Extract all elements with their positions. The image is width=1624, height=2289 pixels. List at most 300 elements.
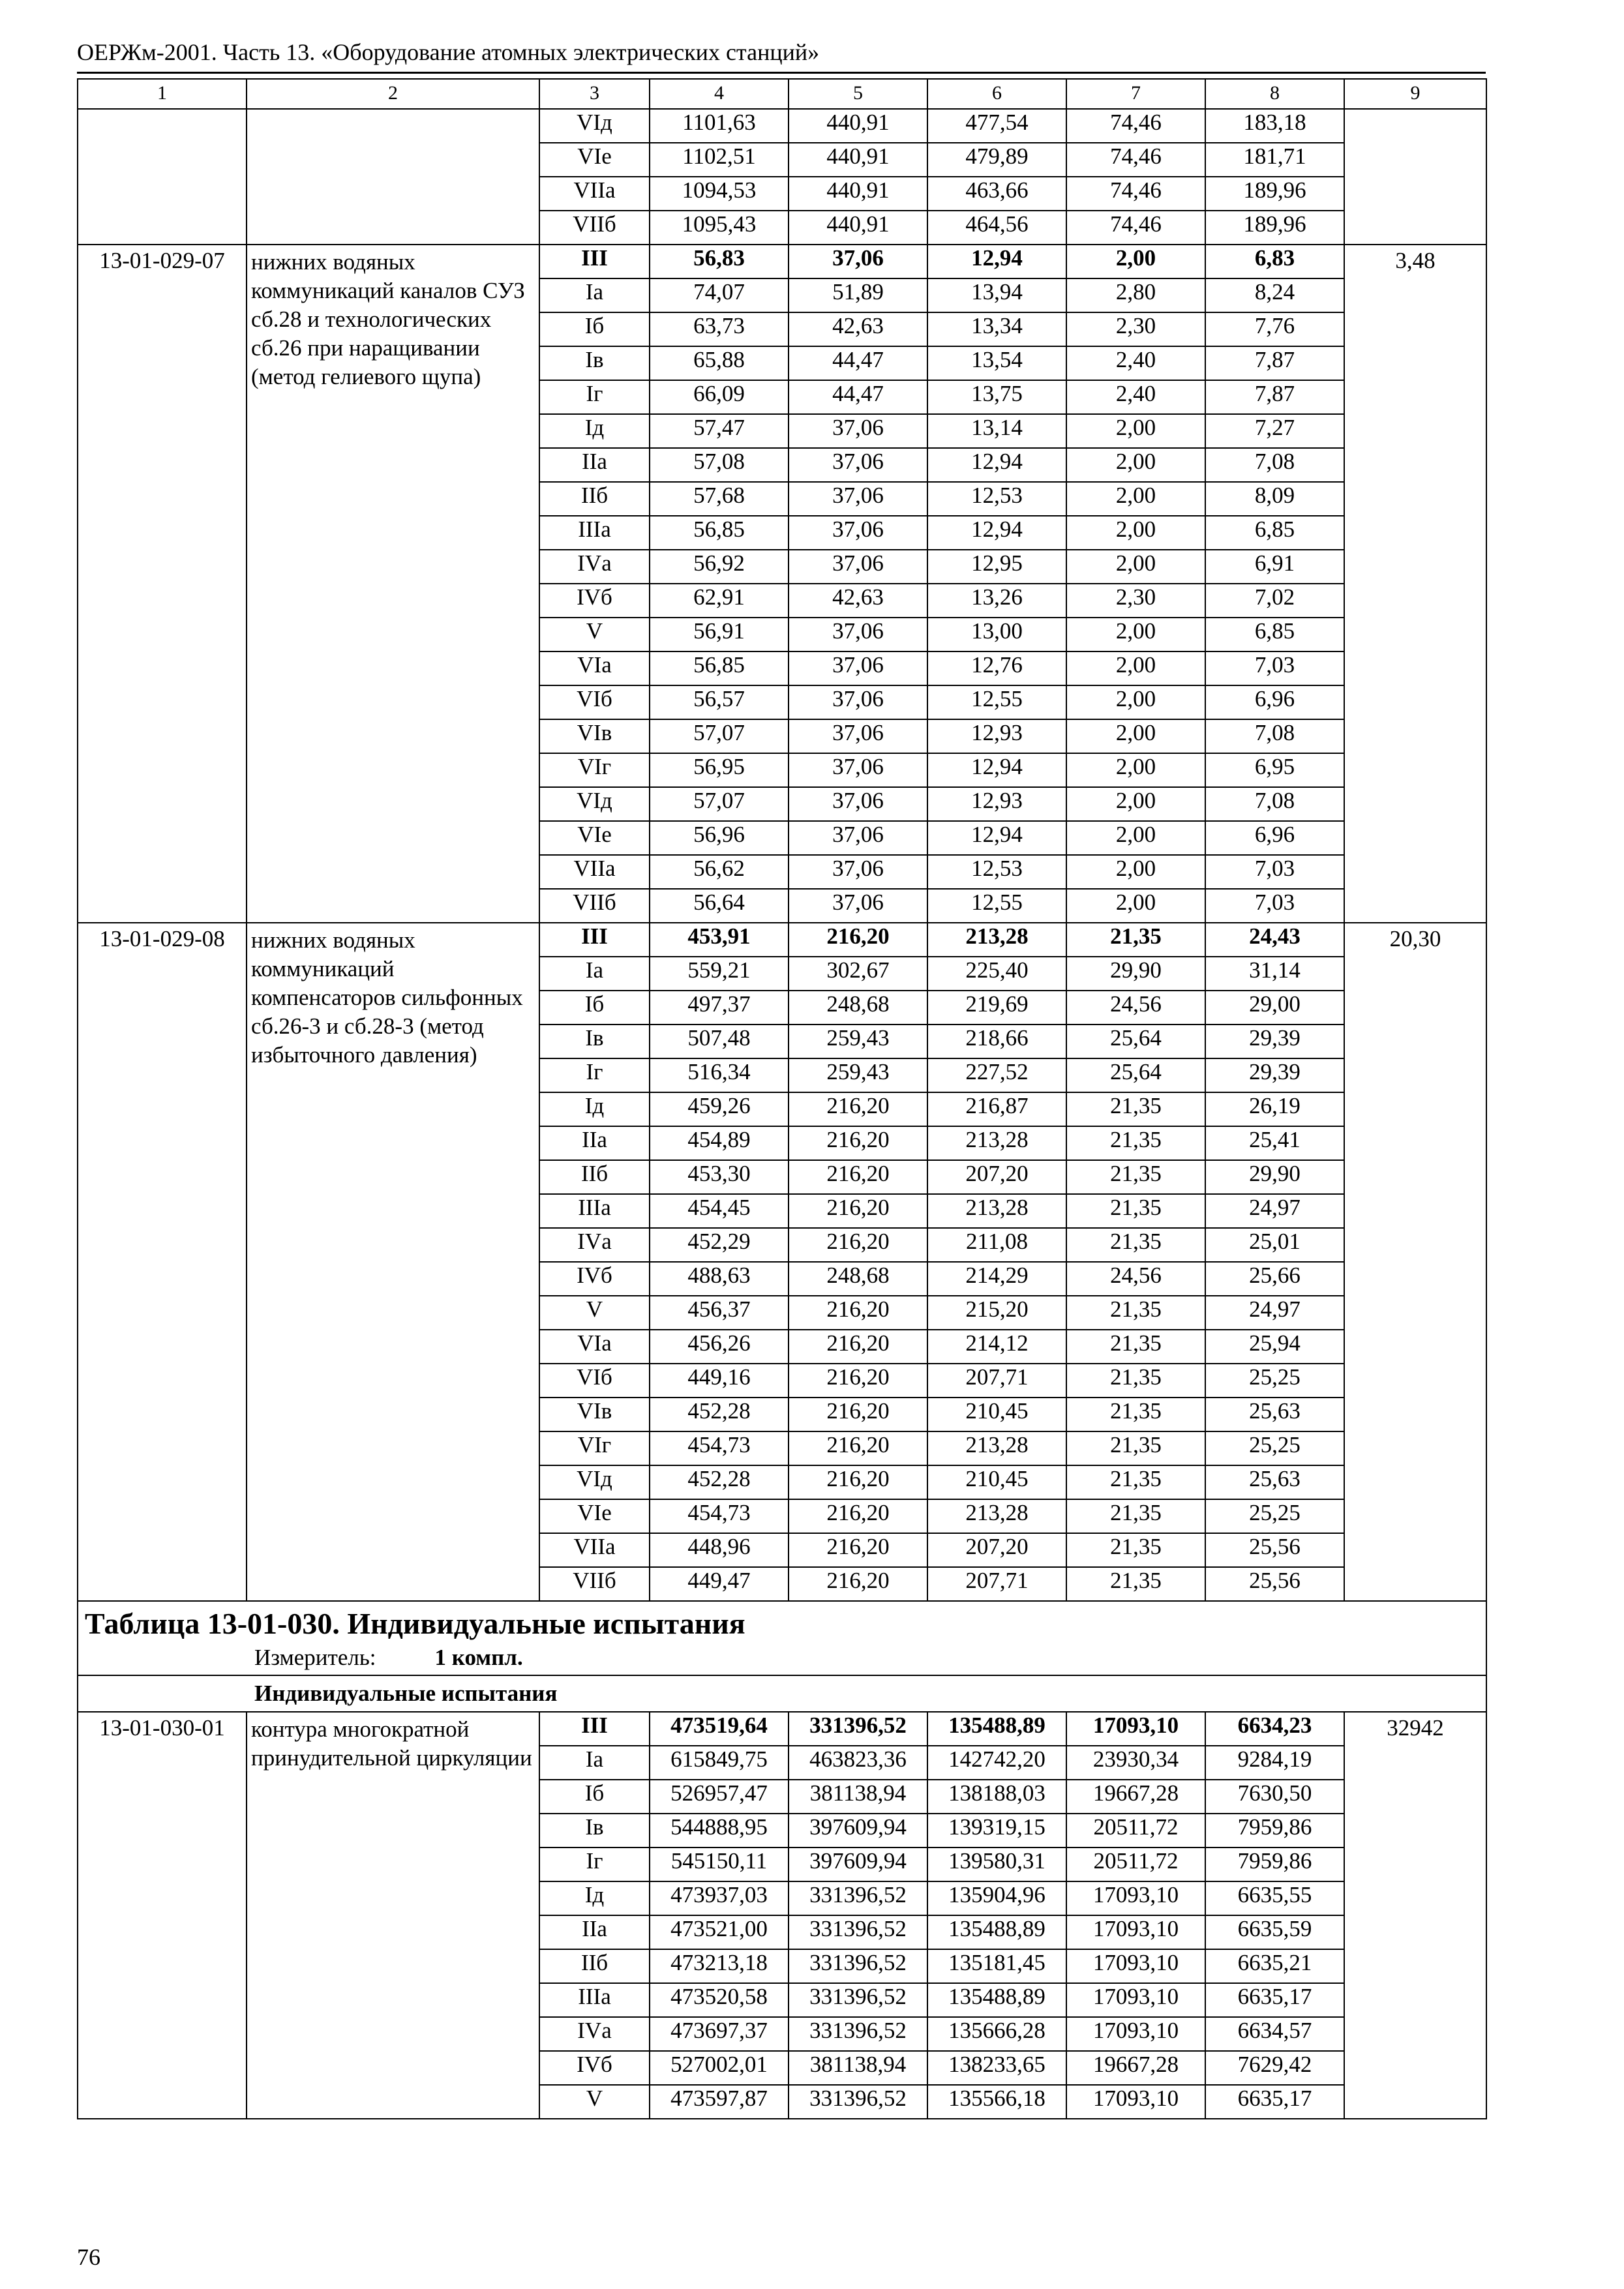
cost-total: 526957,47 [650,1780,789,1814]
section-code: VIIб [539,1567,650,1601]
cost-wages: 216,20 [789,1228,927,1262]
cost-total: 545150,11 [650,1848,789,1881]
section-code: Iв [539,1814,650,1848]
cost-machines: 213,28 [927,1194,1066,1228]
cost-materials: 25,01 [1205,1228,1344,1262]
cost-machines: 138188,03 [927,1780,1066,1814]
cost-total: 56,83 [650,245,789,278]
cost-machines: 213,28 [927,1499,1066,1533]
cost-machines: 12,53 [927,855,1066,889]
cost-wages: 216,20 [789,1160,927,1194]
section-title: Таблица 13-01-030. Индивидуальные испытания [85,1607,745,1640]
section-code: VIв [539,1398,650,1431]
cost-machines: 227,52 [927,1058,1066,1092]
cost-machinist-wages: 21,35 [1066,1499,1205,1533]
cost-total: 57,08 [650,448,789,482]
cost-total: 527002,01 [650,2051,789,2085]
cost-machines: 479,89 [927,143,1066,177]
cost-machines: 463,66 [927,177,1066,211]
cost-machines: 135566,18 [927,2085,1066,2119]
cost-machinist-wages: 21,35 [1066,1465,1205,1499]
cost-materials: 8,09 [1205,482,1344,516]
section-code: Iд [539,1881,650,1915]
cost-wages: 42,63 [789,312,927,346]
cost-machinist-wages: 2,00 [1066,685,1205,719]
cost-wages: 216,20 [789,1194,927,1228]
column-number: 3 [539,79,650,109]
cost-total: 56,64 [650,889,789,923]
cost-machines: 13,75 [927,380,1066,414]
cost-materials: 29,39 [1205,1025,1344,1058]
cost-wages: 37,06 [789,685,927,719]
cost-machinist-wages: 2,00 [1066,414,1205,448]
cost-materials: 25,25 [1205,1364,1344,1398]
section-code: VIд [539,787,650,821]
cost-machinist-wages: 17093,10 [1066,2085,1205,2119]
cost-machines: 142742,20 [927,1746,1066,1780]
column-number: 4 [650,79,789,109]
section-code: VIд [539,109,650,143]
section-code: IVа [539,550,650,584]
cost-materials: 6,85 [1205,618,1344,651]
cost-total: 66,09 [650,380,789,414]
cost-wages: 216,20 [789,1533,927,1567]
section-code: V [539,2085,650,2119]
cost-machines: 135181,45 [927,1949,1066,1983]
cost-materials: 7,03 [1205,855,1344,889]
item-description: контура многократной принудительной циркуляции [247,1712,539,2119]
cost-total: 452,28 [650,1398,789,1431]
section-code: VIIб [539,889,650,923]
cost-materials: 25,56 [1205,1567,1344,1601]
cost-total: 488,63 [650,1262,789,1296]
section-code: IIа [539,1915,650,1949]
table-row [78,1712,1486,1746]
cost-materials: 7629,42 [1205,2051,1344,2085]
section-code: IIIа [539,1194,650,1228]
cost-machines: 12,93 [927,787,1066,821]
cost-materials: 25,25 [1205,1499,1344,1533]
cost-wages: 440,91 [789,177,927,211]
code-cell-empty [78,109,247,245]
cost-wages: 331396,52 [789,1983,927,2017]
cost-wages: 331396,52 [789,1949,927,1983]
cost-machinist-wages: 2,40 [1066,380,1205,414]
cost-machinist-wages: 2,30 [1066,584,1205,618]
cost-wages: 37,06 [789,448,927,482]
cost-wages: 37,06 [789,787,927,821]
cost-wages: 440,91 [789,143,927,177]
cost-machinist-wages: 20511,72 [1066,1848,1205,1881]
cost-machinist-wages: 74,46 [1066,177,1205,211]
section-subtitle: Индивидуальные испытания [254,1681,558,1706]
cost-total: 454,73 [650,1431,789,1465]
cost-wages: 331396,52 [789,1915,927,1949]
cost-machinist-wages: 21,35 [1066,1431,1205,1465]
cost-wages: 37,06 [789,414,927,448]
cost-machines: 207,71 [927,1364,1066,1398]
cost-total: 74,07 [650,278,789,312]
section-code: Iа [539,278,650,312]
cost-materials: 25,63 [1205,1398,1344,1431]
cost-materials: 7959,86 [1205,1848,1344,1881]
subtitle-cell [78,1675,1486,1712]
section-code: Iв [539,346,650,380]
section-code: Iд [539,1092,650,1126]
cost-total: 459,26 [650,1092,789,1126]
cost-machines: 211,08 [927,1228,1066,1262]
cost-total: 56,85 [650,516,789,550]
cost-machinist-wages: 2,00 [1066,482,1205,516]
header-rule [77,72,1486,74]
cost-total: 615849,75 [650,1746,789,1780]
cost-materials: 29,90 [1205,1160,1344,1194]
cost-materials: 9284,19 [1205,1746,1344,1780]
cost-wages: 440,91 [789,211,927,245]
column-number: 7 [1066,79,1205,109]
cost-machines: 210,45 [927,1398,1066,1431]
cost-total: 57,47 [650,414,789,448]
cost-materials: 7,08 [1205,719,1344,753]
section-code: IIIа [539,516,650,550]
item-description: нижних водяных коммуникаций каналов СУЗ сб.28 и технологических сб.26 при наращивании (метод гелиевого щупа) [247,245,539,923]
cost-materials: 6,85 [1205,516,1344,550]
cost-materials: 7,03 [1205,651,1344,685]
table-row [78,923,1486,957]
column-number: 8 [1205,79,1344,109]
cost-total: 456,26 [650,1330,789,1364]
cost-materials: 6634,57 [1205,2017,1344,2051]
section-code: IIа [539,1126,650,1160]
cost-materials: 7,08 [1205,448,1344,482]
section-code: VIб [539,685,650,719]
cost-wages: 216,20 [789,1567,927,1601]
cost-materials: 7,27 [1205,414,1344,448]
cost-machines: 207,71 [927,1567,1066,1601]
cost-machines: 207,20 [927,1533,1066,1567]
cost-materials: 31,14 [1205,957,1344,991]
item-total: 32942 [1344,1712,1486,2119]
cost-materials: 29,00 [1205,991,1344,1025]
cost-machinist-wages: 74,46 [1066,109,1205,143]
cost-machines: 477,54 [927,109,1066,143]
cost-machinist-wages: 21,35 [1066,1398,1205,1431]
cost-total: 56,62 [650,855,789,889]
cost-wages: 216,20 [789,1296,927,1330]
cost-materials: 26,19 [1205,1092,1344,1126]
cost-materials: 24,97 [1205,1296,1344,1330]
column-number: 1 [78,79,247,109]
section-code: Iб [539,312,650,346]
section-code: VIIа [539,855,650,889]
cost-total: 497,37 [650,991,789,1025]
column-number: 5 [789,79,927,109]
cost-machinist-wages: 21,35 [1066,1533,1205,1567]
cost-total: 63,73 [650,312,789,346]
cost-materials: 24,43 [1205,923,1344,957]
cost-machinist-wages: 25,64 [1066,1025,1205,1058]
cost-total: 452,29 [650,1228,789,1262]
section-code: VIг [539,753,650,787]
cost-machinist-wages: 21,35 [1066,1126,1205,1160]
cost-materials: 7,08 [1205,787,1344,821]
cost-materials: 29,39 [1205,1058,1344,1092]
cost-machines: 135904,96 [927,1881,1066,1915]
section-code: Iа [539,957,650,991]
cost-materials: 6634,23 [1205,1712,1344,1746]
section-code: VIIа [539,177,650,211]
total-cell-empty [1344,109,1486,245]
column-number-row [78,79,1486,109]
cost-wages: 37,06 [789,550,927,584]
cost-total: 56,91 [650,618,789,651]
cost-machinist-wages: 19667,28 [1066,2051,1205,2085]
cost-machinist-wages: 2,00 [1066,651,1205,685]
section-code: V [539,1296,650,1330]
column-number: 2 [247,79,539,109]
cost-materials: 7959,86 [1205,1814,1344,1848]
cost-machines: 218,66 [927,1025,1066,1058]
cost-machinist-wages: 21,35 [1066,1330,1205,1364]
cost-total: 56,95 [650,753,789,787]
cost-total: 56,96 [650,821,789,855]
section-code: IIб [539,482,650,516]
section-code: VIа [539,651,650,685]
cost-wages: 463823,36 [789,1746,927,1780]
cost-wages: 216,20 [789,1499,927,1533]
cost-machinist-wages: 20511,72 [1066,1814,1205,1848]
cost-machinist-wages: 2,00 [1066,787,1205,821]
section-code: IIа [539,448,650,482]
item-total: 3,48 [1344,245,1486,923]
cost-materials: 6635,17 [1205,1983,1344,2017]
section-code: Iа [539,1746,650,1780]
cost-materials: 8,24 [1205,278,1344,312]
section-code: V [539,618,650,651]
cost-machines: 12,53 [927,482,1066,516]
cost-machinist-wages: 2,00 [1066,821,1205,855]
cost-wages: 216,20 [789,1330,927,1364]
page-number: 76 [77,2244,100,2270]
section-row [78,1601,1486,1675]
section-code: VIе [539,1499,650,1533]
cost-wages: 216,20 [789,1465,927,1499]
cost-wages: 44,47 [789,346,927,380]
item-description: нижних водяных коммуникаций компенсаторов сильфонных сб.26-3 и сб.28-3 (метод избыточного давления) [247,923,539,1601]
cost-total: 473519,64 [650,1712,789,1746]
cost-wages: 248,68 [789,1262,927,1296]
cost-machinist-wages: 74,46 [1066,211,1205,245]
cost-machines: 139580,31 [927,1848,1066,1881]
table-body [78,79,1486,2119]
cost-wages: 37,06 [789,245,927,278]
section-code: IIIа [539,1983,650,2017]
cost-machinist-wages: 2,00 [1066,550,1205,584]
cost-materials: 6,95 [1205,753,1344,787]
item-code: 13-01-029-07 [78,245,247,923]
cost-materials: 6,96 [1205,685,1344,719]
cost-materials: 7630,50 [1205,1780,1344,1814]
cost-wages: 37,06 [789,618,927,651]
cost-wages: 216,20 [789,1398,927,1431]
cost-machines: 464,56 [927,211,1066,245]
cost-total: 62,91 [650,584,789,618]
cost-wages: 440,91 [789,109,927,143]
section-code: Iб [539,1780,650,1814]
cost-machines: 214,12 [927,1330,1066,1364]
cost-machines: 12,76 [927,651,1066,685]
cost-machinist-wages: 17093,10 [1066,2017,1205,2051]
cost-materials: 6,91 [1205,550,1344,584]
section-code: VIв [539,719,650,753]
cost-wages: 302,67 [789,957,927,991]
cost-machines: 13,34 [927,312,1066,346]
cost-wages: 51,89 [789,278,927,312]
cost-materials: 6635,17 [1205,2085,1344,2119]
cost-machinist-wages: 17093,10 [1066,1983,1205,2017]
cost-machinist-wages: 2,00 [1066,719,1205,753]
cost-machines: 135488,89 [927,1712,1066,1746]
item-code: 13-01-030-01 [78,1712,247,2119]
cost-machines: 13,00 [927,618,1066,651]
cost-wages: 248,68 [789,991,927,1025]
cost-machines: 12,94 [927,753,1066,787]
cost-materials: 7,03 [1205,889,1344,923]
cost-wages: 37,06 [789,482,927,516]
cost-materials: 25,56 [1205,1533,1344,1567]
cost-machinist-wages: 17093,10 [1066,1712,1205,1746]
section-code: IVа [539,2017,650,2051]
cost-total: 1101,63 [650,109,789,143]
cost-machines: 13,94 [927,278,1066,312]
section-code: Iб [539,991,650,1025]
section-code: VIIа [539,1533,650,1567]
cost-machinist-wages: 2,30 [1066,312,1205,346]
section-code: VIд [539,1465,650,1499]
cost-materials: 6635,59 [1205,1915,1344,1949]
cost-total: 57,07 [650,787,789,821]
cost-machines: 214,29 [927,1262,1066,1296]
cost-machinist-wages: 21,35 [1066,923,1205,957]
cost-total: 1094,53 [650,177,789,211]
page-header: ОЕРЖм-2001. Часть 13. «Оборудование атомных электрических станций» [77,39,820,65]
cost-machines: 12,55 [927,889,1066,923]
cost-wages: 259,43 [789,1058,927,1092]
cost-materials: 6635,55 [1205,1881,1344,1915]
cost-machinist-wages: 21,35 [1066,1160,1205,1194]
cost-materials: 7,87 [1205,380,1344,414]
cost-total: 56,92 [650,550,789,584]
section-code: VIа [539,1330,650,1364]
cost-machines: 138233,65 [927,2051,1066,2085]
cost-machines: 210,45 [927,1465,1066,1499]
cost-machinist-wages: 2,00 [1066,855,1205,889]
cost-total: 473597,87 [650,2085,789,2119]
cost-wages: 37,06 [789,821,927,855]
cost-wages: 259,43 [789,1025,927,1058]
cost-machinist-wages: 2,00 [1066,753,1205,787]
cost-materials: 6,96 [1205,821,1344,855]
cost-machines: 12,93 [927,719,1066,753]
item-total: 20,30 [1344,923,1486,1601]
section-code: VIе [539,821,650,855]
cost-materials: 25,41 [1205,1126,1344,1160]
cost-machinist-wages: 2,00 [1066,618,1205,651]
measure-unit: 1 компл. [434,1645,523,1670]
cost-machinist-wages: 2,00 [1066,889,1205,923]
cost-wages: 42,63 [789,584,927,618]
cost-materials: 183,18 [1205,109,1344,143]
cost-wages: 216,20 [789,1364,927,1398]
cost-total: 449,47 [650,1567,789,1601]
section-code: III [539,245,650,278]
cost-total: 56,57 [650,685,789,719]
cost-machines: 12,94 [927,448,1066,482]
section-code: Iд [539,414,650,448]
section-code: IVб [539,2051,650,2085]
cost-wages: 331396,52 [789,2085,927,2119]
subtitle-row [78,1675,1486,1712]
section-code: Iг [539,1848,650,1881]
cost-machinist-wages: 24,56 [1066,1262,1205,1296]
cost-total: 516,34 [650,1058,789,1092]
cost-materials: 7,87 [1205,346,1344,380]
cost-total: 454,73 [650,1499,789,1533]
cost-machines: 213,28 [927,1431,1066,1465]
cost-wages: 331396,52 [789,2017,927,2051]
cost-total: 57,07 [650,719,789,753]
cost-total: 507,48 [650,1025,789,1058]
cost-machines: 135488,89 [927,1915,1066,1949]
cost-total: 449,16 [650,1364,789,1398]
cost-total: 453,91 [650,923,789,957]
cost-materials: 25,94 [1205,1330,1344,1364]
cost-wages: 381138,94 [789,1780,927,1814]
cost-machinist-wages: 2,00 [1066,245,1205,278]
cost-machines: 13,54 [927,346,1066,380]
cost-wages: 37,06 [789,516,927,550]
table-row [78,245,1486,278]
cost-wages: 37,06 [789,855,927,889]
cost-machines: 216,87 [927,1092,1066,1126]
cost-machinist-wages: 21,35 [1066,1567,1205,1601]
cost-machinist-wages: 17093,10 [1066,1949,1205,1983]
cost-materials: 25,25 [1205,1431,1344,1465]
cost-machines: 207,20 [927,1160,1066,1194]
cost-materials: 189,96 [1205,211,1344,245]
cost-total: 456,37 [650,1296,789,1330]
cost-machines: 13,14 [927,414,1066,448]
column-number: 6 [927,79,1066,109]
cost-wages: 397609,94 [789,1848,927,1881]
section-code: Iв [539,1025,650,1058]
cost-wages: 44,47 [789,380,927,414]
cost-wages: 331396,52 [789,1712,927,1746]
cost-machines: 213,28 [927,1126,1066,1160]
cost-materials: 181,71 [1205,143,1344,177]
cost-total: 454,89 [650,1126,789,1160]
section-code: IVб [539,584,650,618]
cost-machinist-wages: 29,90 [1066,957,1205,991]
cost-machinist-wages: 24,56 [1066,991,1205,1025]
cost-materials: 7,02 [1205,584,1344,618]
cost-machines: 12,94 [927,821,1066,855]
cost-machinist-wages: 21,35 [1066,1194,1205,1228]
cost-wages: 37,06 [789,753,927,787]
cost-total: 559,21 [650,957,789,991]
cost-wages: 216,20 [789,1431,927,1465]
cost-machinist-wages: 21,35 [1066,1296,1205,1330]
